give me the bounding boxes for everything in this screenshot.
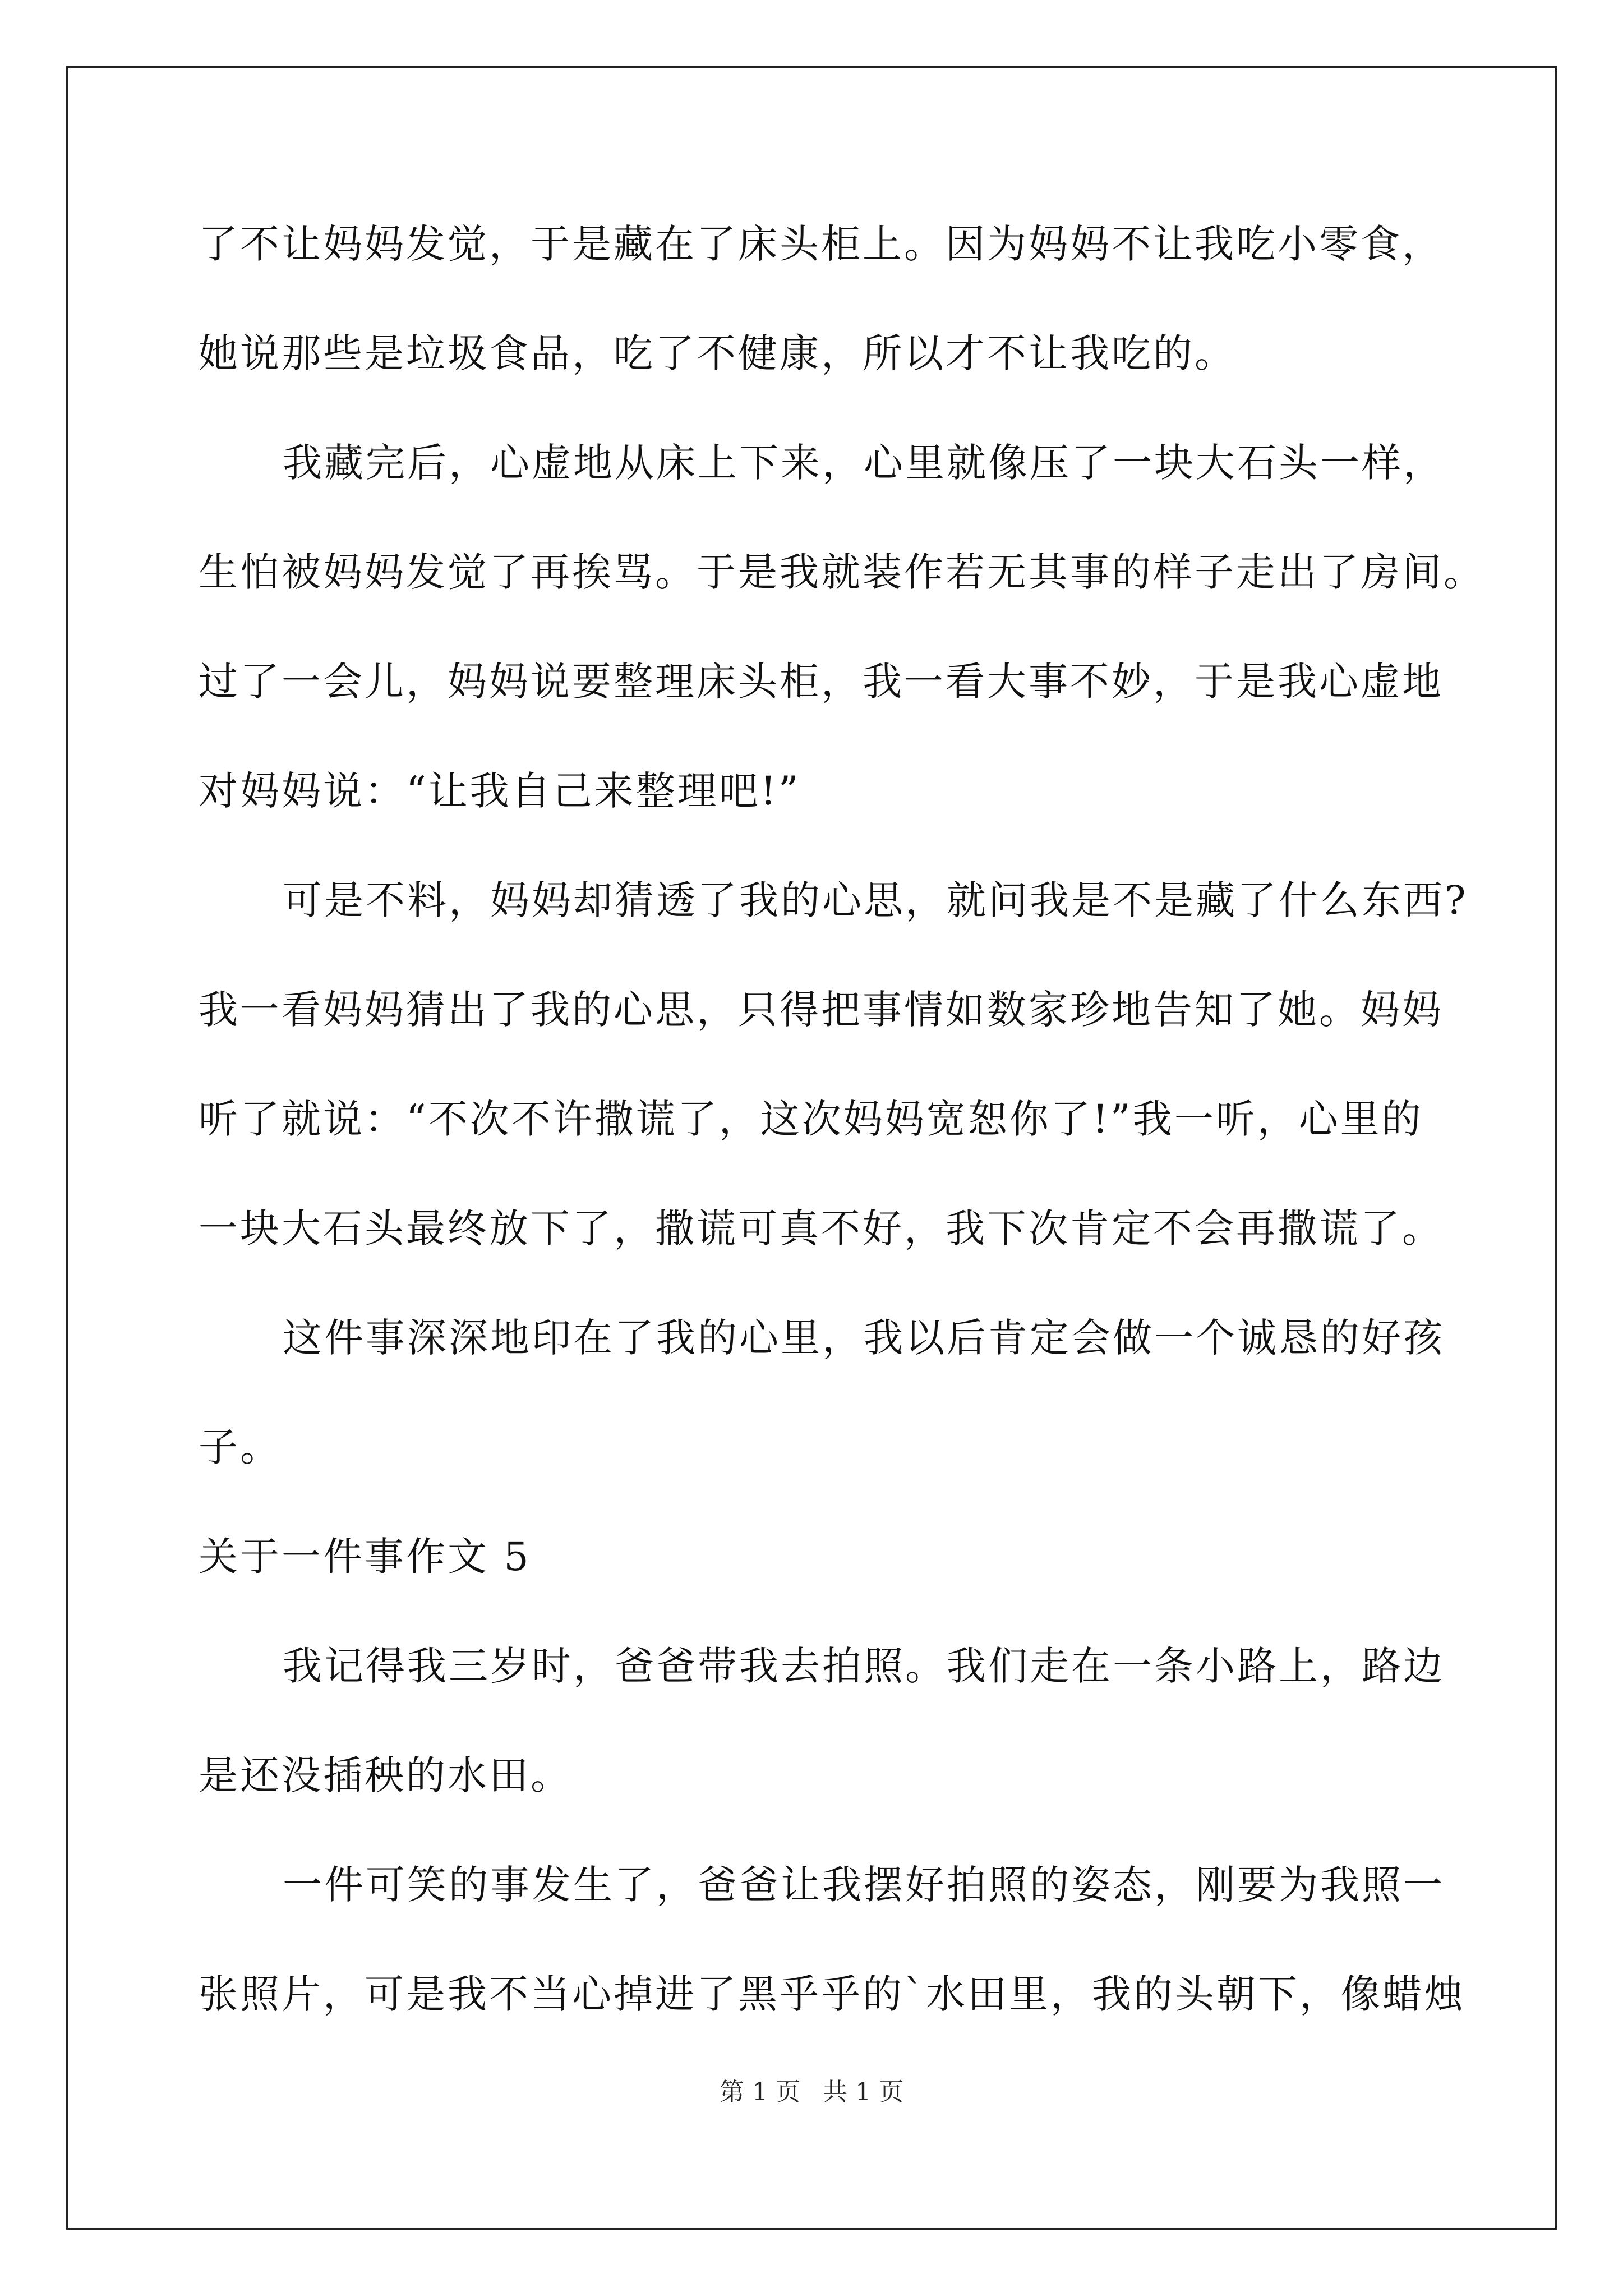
section-heading: 关于一件事作文 5 [199,1534,531,1580]
text-line: 我记得我三岁时，爸爸带我去拍照。我们走在一条小路上，路边 [283,1643,1445,1689]
text-line: 一块大石头最终放下了，撒谎可真不好，我下次肯定不会再撒谎了。 [199,1205,1444,1251]
text-line: 是还没插秧的水田。 [199,1752,572,1798]
text-line: 这件事深深地印在了我的心里，我以后肯定会做一个诚恳的好孩 [283,1315,1445,1361]
text-line: 子。 [199,1424,282,1470]
text-line: 生怕被妈妈发觉了再挨骂。于是我就装作若无其事的样子走出了房间。 [199,549,1485,595]
page-footer [0,2076,1623,2109]
text-line: 我藏完后，心虚地从床上下来，心里就像压了一块大石头一样， [283,440,1445,486]
page-number: 第 1 页 [720,2078,800,2106]
text-line: 她说那些是垃圾食品，吃了不健康，所以才不让我吃的。 [199,330,1236,376]
text-line: 可是不料，妈妈却猜透了我的心思，就问我是不是藏了什么东西? [283,877,1468,923]
text-line: 了不让妈妈发觉，于是藏在了床头柜上。因为妈妈不让我吃小零食， [199,221,1444,267]
text-line: 过了一会儿，妈妈说要整理床头柜，我一看大事不妙，于是我心虚地 [199,659,1444,705]
text-line: 听了就说：“不次不许撒谎了，这次妈妈宽恕你了!”我一听，心里的 [199,1096,1423,1142]
text-line: 张照片，可是我不当心掉进了黑乎乎的`水田里，我的头朝下，像蜡烛 [199,1971,1465,2017]
text-line: 对妈妈说：“让我自己来整理吧!” [199,768,801,814]
page-total: 共 1 页 [823,2078,903,2106]
text-line: 我一看妈妈猜出了我的心思，只得把事情如数家珍地告知了她。妈妈 [199,987,1444,1033]
text-line: 一件可笑的事发生了，爸爸让我摆好拍照的姿态，刚要为我照一 [283,1862,1445,1908]
